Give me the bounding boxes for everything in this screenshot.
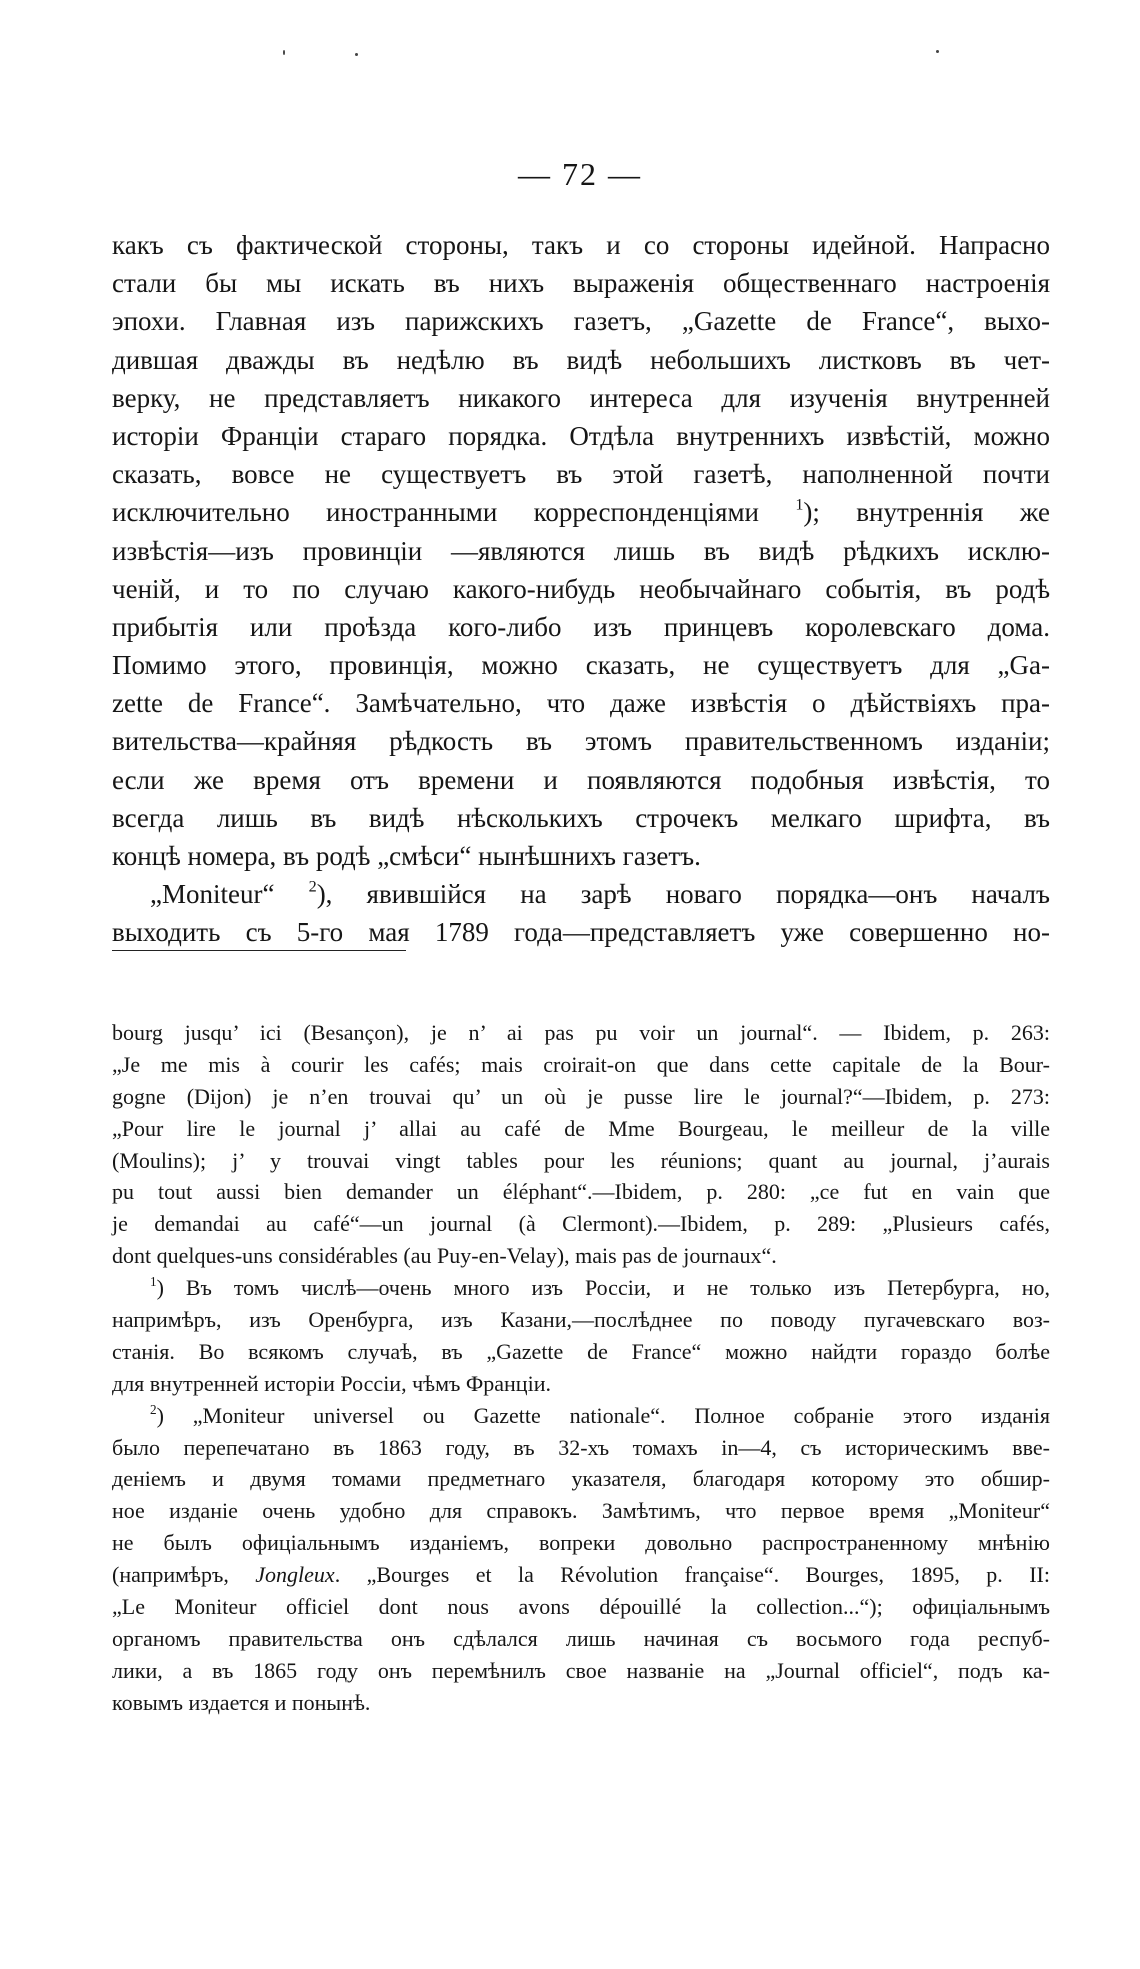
footnote-line: [112, 1049, 1050, 1081]
text-run: „Pour lire le journal j’ allai au café de Mme Bourgeau, le meilleur de la ville: [112, 1115, 1050, 1141]
text-run: „Je me mis à courir les cafés; mais croirait-on que dans cette capitale de la Bour-: [112, 1051, 1050, 1077]
footnote-line: [112, 1208, 1050, 1240]
text-run: извѣстія—изъ провинціи —являются лишь въ видѣ рѣдкихъ исклю-: [112, 535, 1050, 566]
body-line: [112, 417, 1050, 455]
footnote-line: [112, 1272, 1050, 1304]
body-line: [112, 913, 1050, 951]
text-run: (напримѣръ,: [112, 1562, 256, 1588]
footnote-line: [112, 1336, 1050, 1368]
text-run: какъ съ фактической стороны, такъ и со стороны идейной. Напрасно: [112, 230, 1050, 260]
footnote-line: [112, 1559, 1050, 1591]
text-run: ченій, и то по случаю какого-нибудь необычайнаго событія, въ родѣ: [112, 573, 1050, 604]
footnote-line: [112, 1495, 1050, 1527]
body-line: [112, 799, 1050, 837]
text-run: ), явившійся на зарѣ новаго порядка—онъ началъ: [316, 879, 1050, 910]
text-run: ковымъ издается и понынѣ.: [112, 1689, 371, 1715]
body-line: [112, 264, 1050, 302]
scan-speck: [936, 50, 939, 53]
body-line: [112, 837, 1050, 875]
body-line: [112, 226, 1050, 264]
footnote-line: [112, 1463, 1050, 1495]
footnote-line: [112, 1687, 1050, 1719]
body-line: [112, 722, 1050, 760]
footnote-line: [112, 1591, 1050, 1623]
body-line: [112, 608, 1050, 646]
scan-speck: [283, 50, 285, 55]
footnote-line: [112, 1017, 1050, 1049]
page-number: — 72 —: [518, 156, 642, 192]
footnote-line: [112, 1432, 1050, 1464]
text-run: zette de France“. Замѣчательно, что даже извѣстія о дѣйствіяхъ пра-: [112, 688, 1050, 719]
text-run: если же время отъ времени и появляются подобныя извѣстія, то: [112, 764, 1050, 795]
text-run: концѣ номера, въ родѣ „смѣси“ нынѣшнихъ газетъ.: [112, 841, 701, 871]
body-line: [112, 493, 1050, 531]
text-run: не былъ офиціальнымъ изданіемъ, вопреки довольно распространенному мнѣнію: [112, 1530, 1050, 1556]
text-run: было перепечатано въ 1863 году, въ 32-хъ томахъ in—4, съ историческимъ вве-: [112, 1434, 1050, 1460]
body-line: [112, 302, 1050, 340]
text-run: „Le Moniteur officiel dont nous avons dépouillé la collection...“); офиціальнымъ: [112, 1594, 1050, 1620]
text-run: исторіи Франціи стараго порядка. Отдѣла внутреннихъ извѣстій, можно: [112, 420, 1050, 451]
text-run: gogne (Dijon) je n’en trouvai qu’ un où je pusse lire le journal?“—Ibidem, p. 273:: [112, 1083, 1050, 1109]
text-run: деніемъ и двумя томами предметнаго указателя, благодаря которому это обшир-: [112, 1466, 1050, 1492]
text-run: дившая дважды въ недѣлю въ видѣ небольшихъ листковъ въ чет-: [112, 344, 1050, 375]
footnote-line: [112, 1623, 1050, 1655]
text-run: исключительно иностранными корреспонденціями: [112, 497, 796, 528]
text-run: „Moniteur“: [150, 879, 309, 910]
text-run: верку, не представляетъ никакого интереса для изученія внутренней: [112, 382, 1050, 413]
body-line: [112, 875, 1050, 913]
text-run: ) „Moniteur universel ou Gazette nationale“. Полное собраніе этого изданія: [156, 1402, 1050, 1428]
footnote-ref: 2: [150, 1401, 157, 1417]
body-line: [112, 646, 1050, 684]
footnote-ref: 2: [308, 877, 317, 896]
text-run: стали бы мы искать въ нихъ выраженія общественнаго настроенія: [112, 268, 1050, 299]
main-text: [112, 226, 1050, 952]
footnote-line: [112, 1400, 1050, 1432]
body-line: [112, 532, 1050, 570]
footnote-line: [112, 1113, 1050, 1145]
text-run: dont quelques-uns considérables (au Puy-en-Velay), mais pas de journaux“.: [112, 1243, 777, 1269]
text-run: эпохи. Главная изъ парижскихъ газетъ, „Gazette de France“, выхо-: [112, 306, 1050, 337]
text-run: . „Bourges et la Révolution française“. Bourges, 1895, p. II:: [334, 1562, 1050, 1588]
text-run: вительства—крайняя рѣдкость въ этомъ правительственномъ изданіи;: [112, 726, 1050, 757]
footnote-line: [112, 1527, 1050, 1559]
body-line: [112, 379, 1050, 417]
footnote-line: [112, 1176, 1050, 1208]
text-run: Помимо этого, провинція, можно сказать, не существуетъ для „Ga-: [112, 650, 1050, 681]
footnote-line: [112, 1304, 1050, 1336]
footnote-line: [112, 1655, 1050, 1687]
footnotes: [112, 1017, 1050, 1719]
footnote-ref: 1: [150, 1273, 157, 1289]
body-line: [112, 341, 1050, 379]
footnote-ref: 1: [795, 495, 804, 514]
body-line: [112, 684, 1050, 722]
text-run: станія. Во всякомъ случаѣ, въ „Gazette de France“ можно найдти гораздо болѣе: [112, 1338, 1050, 1364]
text-run: pu tout aussi bien demander un éléphant“.—Ibidem, p. 280: „ce fut en vain que: [112, 1179, 1050, 1205]
text-run: выходить съ 5-го мая 1789 года—представляетъ уже совершенно но-: [112, 917, 1050, 948]
text-run: (Moulins); j’ y trouvai vingt tables pour les réunions; quant au journal, j’aurais: [112, 1147, 1050, 1173]
footnote-line: [112, 1240, 1050, 1272]
text-run: для внутренней исторіи Россіи, чѣмъ Франціи.: [112, 1370, 551, 1396]
text-run: лики, а въ 1865 году онъ перемѣнилъ свое названіе на „Journal officiel“, подъ ка-: [112, 1657, 1050, 1683]
text-run: сказать, вовсе не существуетъ въ этой газетѣ, наполненной почти: [112, 459, 1050, 490]
body-line: [112, 570, 1050, 608]
body-line: [112, 455, 1050, 493]
text-run: ) Въ томъ числѣ—очень много изъ Россіи, и не только изъ Петербурга, но,: [156, 1275, 1050, 1301]
italic-text: Jongleux: [255, 1562, 335, 1588]
text-run: напримѣръ, изъ Оренбурга, изъ Казани,—послѣднее по поводу пугачевскаго воз-: [112, 1307, 1050, 1333]
footnote-separator: [112, 950, 406, 951]
text-run: ); внутреннія же: [803, 497, 1050, 528]
text-run: прибытія или проѣзда кого-либо изъ принцевъ королевскаго дома.: [112, 611, 1050, 642]
scan-speck: [355, 53, 358, 56]
text-run: je demandai au café“—un journal (à Clermont).—Ibidem, p. 289: „Plusieurs cafés,: [112, 1211, 1050, 1237]
text-run: всегда лишь въ видѣ нѣсколькихъ строчекъ мелкаго шрифта, въ: [112, 802, 1050, 833]
text-run: органомъ правительства онъ сдѣлался лишь начиная съ восьмого года респуб-: [112, 1625, 1050, 1651]
footnote-line: [112, 1145, 1050, 1177]
body-line: [112, 761, 1050, 799]
footnote-line: [112, 1368, 1050, 1400]
footnote-line: [112, 1081, 1050, 1113]
text-run: bourg jusqu’ ici (Besançon), je n’ ai pas pu voir un journal“. — Ibidem, p. 263:: [112, 1020, 1050, 1045]
text-run: ное изданіе очень удобно для справокъ. Замѣтимъ, что первое время „Moniteur“: [112, 1498, 1050, 1524]
